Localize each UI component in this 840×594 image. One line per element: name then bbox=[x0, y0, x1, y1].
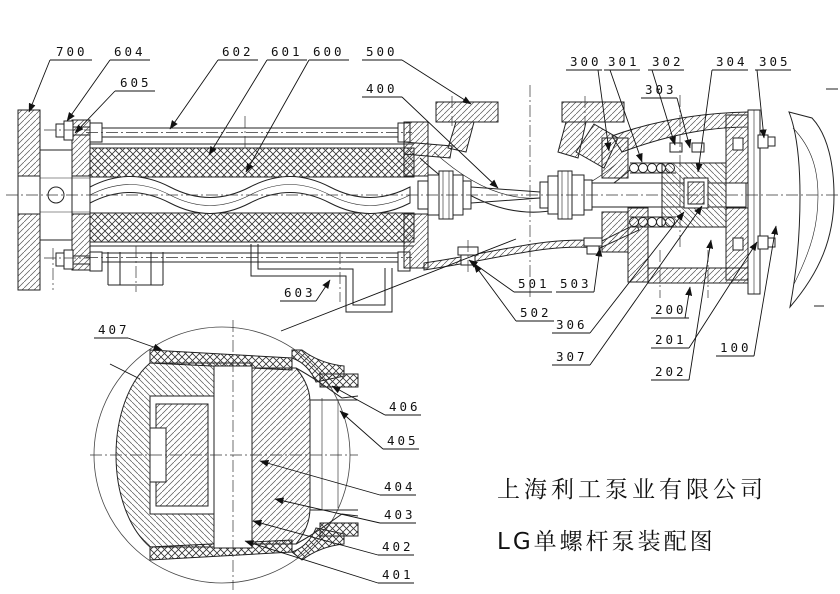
svg-text:605: 605 bbox=[120, 75, 152, 90]
svg-text:302: 302 bbox=[652, 54, 684, 69]
tie-rod-bottom bbox=[86, 252, 412, 271]
svg-text:100: 100 bbox=[720, 340, 752, 355]
svg-text:603: 603 bbox=[284, 285, 316, 300]
svg-text:201: 201 bbox=[655, 332, 687, 347]
callout-503 bbox=[556, 248, 600, 292]
suction-flange-left bbox=[436, 102, 498, 122]
svg-text:202: 202 bbox=[655, 364, 687, 379]
callout-407 bbox=[94, 322, 162, 350]
callout-200 bbox=[651, 287, 690, 318]
svg-text:301: 301 bbox=[608, 54, 640, 69]
stator-section bbox=[86, 116, 428, 312]
svg-text:602: 602 bbox=[222, 44, 254, 59]
callout-603 bbox=[280, 280, 330, 301]
svg-text:501: 501 bbox=[518, 276, 550, 291]
bearing-housing-base bbox=[648, 268, 752, 283]
svg-text:404: 404 bbox=[384, 479, 416, 494]
company-name: 上海利工泵业有限公司 bbox=[497, 477, 767, 503]
discharge-flange-section bbox=[18, 110, 100, 290]
svg-text:405: 405 bbox=[387, 433, 419, 448]
main-view bbox=[6, 85, 838, 312]
svg-text:700: 700 bbox=[56, 44, 88, 59]
svg-text:304: 304 bbox=[716, 54, 748, 69]
svg-text:502: 502 bbox=[520, 305, 552, 320]
svg-text:300: 300 bbox=[570, 54, 602, 69]
svg-text:503: 503 bbox=[560, 276, 592, 291]
drawing-name: LG单螺杆泵装配图 bbox=[497, 529, 716, 555]
svg-text:402: 402 bbox=[382, 539, 414, 554]
svg-text:401: 401 bbox=[382, 567, 414, 582]
drive-end-dish bbox=[789, 89, 838, 307]
svg-text:500: 500 bbox=[366, 44, 398, 59]
callout-501 bbox=[469, 260, 552, 292]
svg-text:601: 601 bbox=[271, 44, 303, 59]
svg-text:306: 306 bbox=[556, 317, 588, 332]
svg-text:303: 303 bbox=[645, 82, 677, 97]
svg-text:403: 403 bbox=[384, 507, 416, 522]
title-block bbox=[497, 477, 767, 555]
svg-text:407: 407 bbox=[98, 322, 130, 337]
callout-700 bbox=[29, 44, 92, 112]
suction-flange-right bbox=[562, 102, 624, 122]
callout-405 bbox=[340, 411, 419, 449]
svg-text:604: 604 bbox=[114, 44, 146, 59]
stator-rubber-bottom bbox=[90, 213, 414, 242]
svg-text:305: 305 bbox=[759, 54, 791, 69]
svg-text:307: 307 bbox=[556, 349, 588, 364]
svg-text:600: 600 bbox=[313, 44, 345, 59]
tie-rod-bracket bbox=[251, 244, 392, 312]
svg-text:406: 406 bbox=[389, 399, 421, 414]
callout-601 bbox=[209, 44, 307, 155]
stator-rubber-top bbox=[90, 148, 414, 177]
svg-text:400: 400 bbox=[366, 81, 398, 96]
svg-text:200: 200 bbox=[655, 302, 687, 317]
drain-plug bbox=[458, 240, 478, 272]
tie-rod-top bbox=[86, 116, 412, 148]
joint-head bbox=[252, 368, 310, 544]
